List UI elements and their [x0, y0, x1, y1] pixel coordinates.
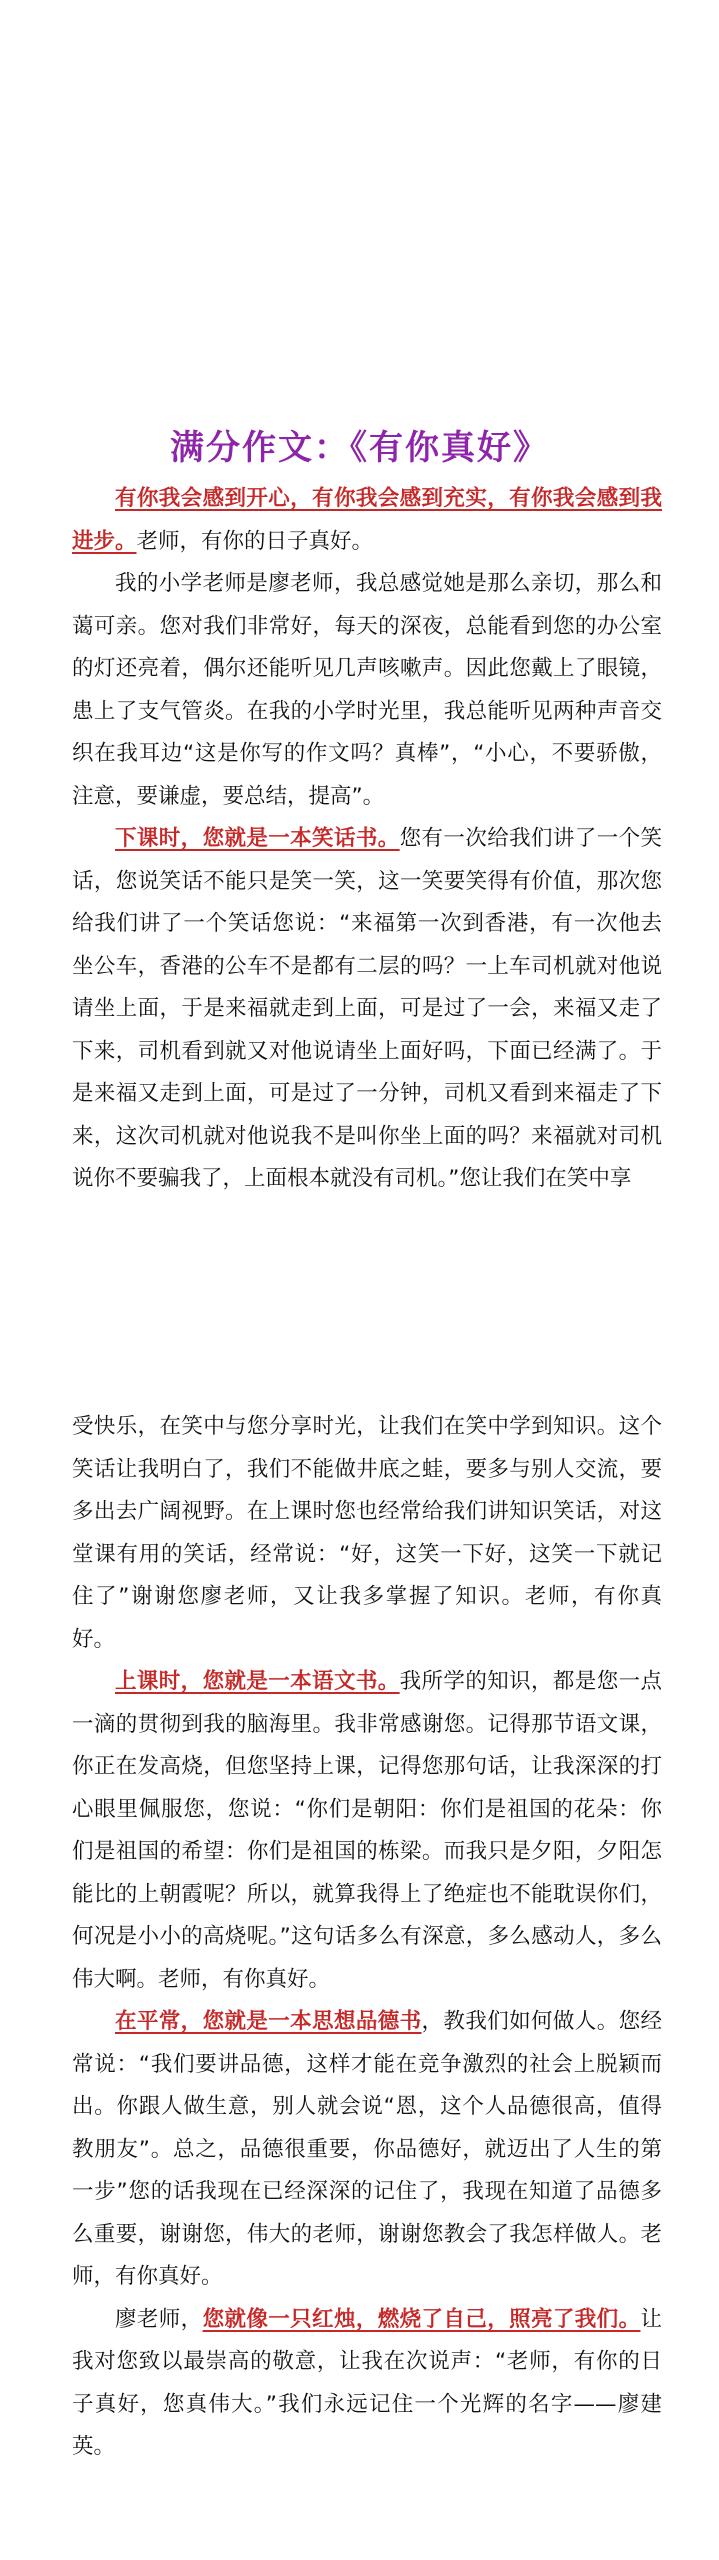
essay-section-2	[72, 1406, 662, 2469]
highlight-sentence: 下课时，您就是一本笑话书。	[115, 826, 400, 851]
highlight-sentence: 在平常，您就是一本思想品德书	[115, 2009, 422, 2034]
highlight-sentence: 有你我会感到开心，有你我会感到充实，有你我会感到我进步。	[72, 486, 662, 554]
paragraph-6	[72, 2299, 662, 2469]
paragraph-text: 我所学的知识，都是您一点一滴的贯彻到我的脑海里。我非常感谢您。记得那节语文课，你正在发高烧，但您坚持上课，记得您那句话，让我深深的打心眼里佩服您，您说：“你们是朝阳：你们是祖国的花朵：你们是祖国的希望：你们是祖国的栋梁。而我只是夕阳，夕阳怎能比的上朝霞呢？所以，就算我得上了绝症也不能耽误你们，何况是小小的高烧呢。”这句话多么有深意，多么感动人，多么伟大啊。老师，有你真好。	[72, 1669, 662, 1992]
essay-title: 满分作文：《有你真好》	[170, 428, 549, 468]
paragraph-text: 受快乐，在笑中与您分享时光，让我们在笑中学到知识。这个笑话让我明白了，我们不能做井底之蛙，要多与别人交流，要多出去广阔视野。在上课时您也经常给我们讲知识笑话，对这堂课有用的笑话，经常说：“好，这笑一下好，这笑一下就记住了”谢谢您廖老师，又让我多掌握了知识。老师，有你真好。	[72, 1414, 662, 1652]
paragraph-text: 廖老师，	[115, 2306, 203, 2332]
highlight-sentence: 您就像一只红烛，燃烧了自己，照亮了我们。	[202, 2306, 641, 2332]
paragraph-text: 让我对您致以最崇高的敬意，让我在次说声：“老师，有你的日子真好，您真伟大。”我们永远记住一个光辉的名字——廖建英。	[72, 2306, 662, 2459]
paragraph-text: 老师，有你的日子真好。	[136, 528, 374, 554]
paragraph-2	[72, 563, 662, 818]
paragraph-5	[72, 2001, 662, 2299]
paragraph-text: ，教我们如何做人。您经常说：“我们要讲品德，这样才能在竞争激烈的社会上脱颖而出。你跟人做生意，别人就会说“恩，这个人品德很高，值得教朋友”。总之，品德很重要，你品德好，就迈出了人生的第一步”您的话我现在已经深深的记住了，我现在知道了品德多么重要，谢谢您，伟大的老师，谢谢您教会了我怎样做人。老师，有你真好。	[72, 2009, 662, 2289]
paragraph-4	[72, 1661, 662, 2001]
paragraph-text: 您有一次给我们讲了一个笑话，您说笑话不能只是笑一笑，这一笑要笑得有价值，那次您给我们讲了一个笑话您说：“来福第一次到香港，有一次他去坐公车，香港的公车不是都有二层的吗？一上车司机就对他说请坐上面，于是来福就走到上面，可是过了一会，来福又走了下来，司机看到就又对他说请坐上面好吗，下面已经满了。于是来福又走到上面，可是过了一分钟，司机又看到来福走了下来，这次司机就对他说我不是叫你坐上面的吗？来福就对司机说你不要骗我了，上面根本就没有司机。”您让我们在笑中享	[72, 826, 662, 1191]
paragraph-1	[72, 478, 662, 563]
paragraph-3	[72, 818, 662, 1201]
paragraph-text: 我的小学老师是廖老师，我总感觉她是那么亲切，那么和蔼可亲。您对我们非常好，每天的深夜，总能看到您的办公室的灯还亮着，偶尔还能听见几声咳嗽声。因此您戴上了眼镜，患上了支气管炎。在我的小学时光里，我总能听见两种声音交织在我耳边“这是你写的作文吗？真棒”，“小心，不要骄傲，注意，要谦虚，要总结，提高”。	[72, 571, 662, 809]
highlight-sentence: 上课时，您就是一本语文书。	[115, 1669, 400, 1694]
paragraph-3-continued	[72, 1406, 662, 1661]
essay-section-1	[72, 478, 662, 1201]
